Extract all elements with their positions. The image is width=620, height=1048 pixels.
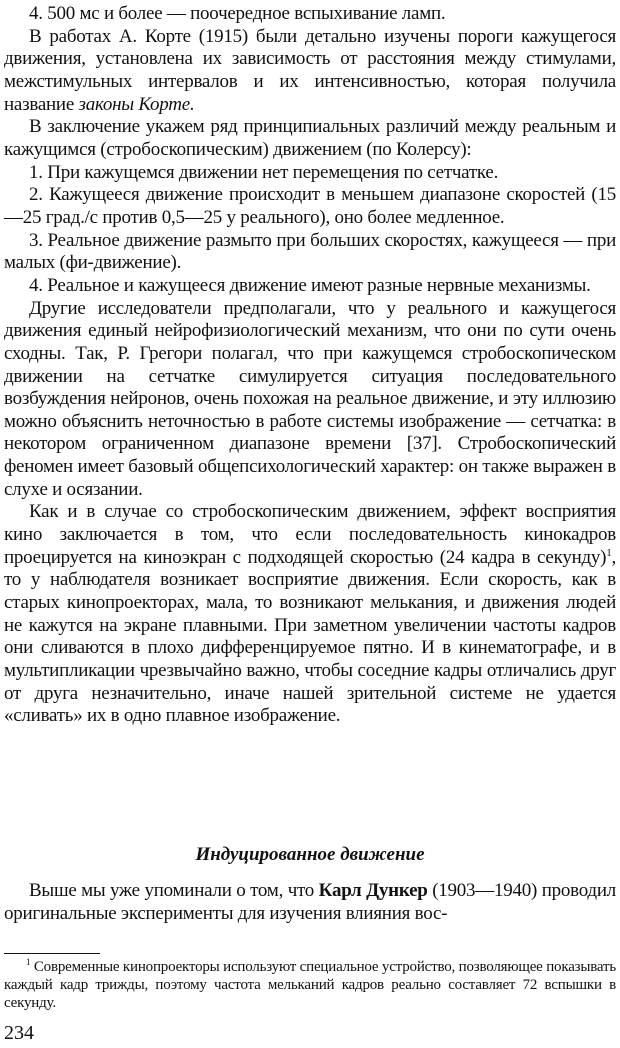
paragraph-list-item-4: 4. 500 мс и более — поочередное вспыхивание ламп. bbox=[29, 3, 446, 24]
footnote-text: Современные кинопроекторы используют специальное устройство, позволяющее показывать каждый кадр трижды, поэтому частота мельканий кадров реально составляет 72 вспышки в секунду. bbox=[4, 959, 616, 1011]
paragraph-difference-2: 2. Кажущееся движение происходит в меньшем диапазоне скоростей (15—25 град./с против 0,5—25 у реального), оно более медленное. bbox=[4, 184, 616, 228]
footnote bbox=[4, 958, 616, 1012]
paragraph-cinema bbox=[4, 501, 616, 728]
paragraph-korte-text: В работах А. Корте (1915) были детально изучены пороги кажущегося движения, установлена их зависимость от расстояния между стимулами, межстимульных интервалов и их интенсивностью, которая получила название bbox=[4, 25, 616, 115]
paragraph-cinema-text-b: , то у наблюдателя возникает восприятие движения. Если скорость, как в старых кинопроекторах, мала, то возникают мелькания, и движения людей не кажутся на экране плавными. При заметном увеличении частоты кадров они сливаются в плохо дифференцируемое пятно. И в кинематографе, и в мультипликации чрезвычайно важно, чтобы соседние кадры отличались друг от друга незначительно, иначе нашей зрительной системе не удается «сливать» их в одно плавное изображение. bbox=[4, 546, 616, 727]
page-number: 234 bbox=[4, 1022, 34, 1044]
korte-laws-term: законы Корте. bbox=[78, 93, 195, 115]
section-body bbox=[4, 880, 616, 925]
paragraph-difference-3: 3. Реальное движение размыто при больших скоростях, кажущееся — при малых (фи-движение). bbox=[4, 229, 616, 274]
footnote-reference[interactable]: 1 bbox=[606, 546, 612, 559]
duncker-tail: (1903—1940) проводил оригинальные эксперименты для изучения влияния вос- bbox=[4, 880, 616, 924]
paragraph-conclusion: В заключение укажем ряд принципиальных различий между реальным и кажущимся (стробоскопическим) движением (по Колерсу): bbox=[4, 116, 616, 160]
duncker-name: Карл Дункер bbox=[318, 880, 428, 901]
book-page bbox=[4, 0, 616, 1048]
section-heading: Индуцированное движение bbox=[195, 844, 425, 865]
paragraph-difference-4: 4. Реальное и кажущееся движение имеют разные нервные механизмы. bbox=[29, 274, 591, 296]
body-text bbox=[4, 3, 616, 728]
paragraph-korte bbox=[4, 26, 616, 117]
paragraph-duncker bbox=[4, 880, 616, 925]
paragraph-cinema-text-a: Как и в случае со стробоскопическим движением, эффект восприятия кино заключается в том, что если последовательность кинокадров проецируется на киноэкран с подходящей скоростью (24 кадра в секунду) bbox=[4, 501, 616, 568]
footnote-divider bbox=[4, 953, 100, 954]
footnote-marker: 1 bbox=[26, 957, 31, 967]
paragraph-difference-1: 1. При кажущемся движении нет перемещения по сетчатке. bbox=[29, 161, 499, 183]
duncker-lead: Выше мы уже упоминали о том, что bbox=[29, 880, 319, 901]
paragraph-gregory: Другие исследователи предполагали, что у реального и кажущегося движения единый нейрофизиологический механизм, что они по сути очень сходны. Так, Р. Грегори полагал, что при кажущемся стробоскопическом движении на сетчатке симулируется ситуация последовательного возбуждения нейронов, очень похожая на реальное движение, и эту иллюзию можно объяснить неточностью в работе системы изображение — сетчатка: в некотором ограниченном диапазоне времени [37]. Стробоскопический феномен имеет базовый общепсихологический характер: он также выражен в слухе и осязании. bbox=[4, 297, 616, 500]
